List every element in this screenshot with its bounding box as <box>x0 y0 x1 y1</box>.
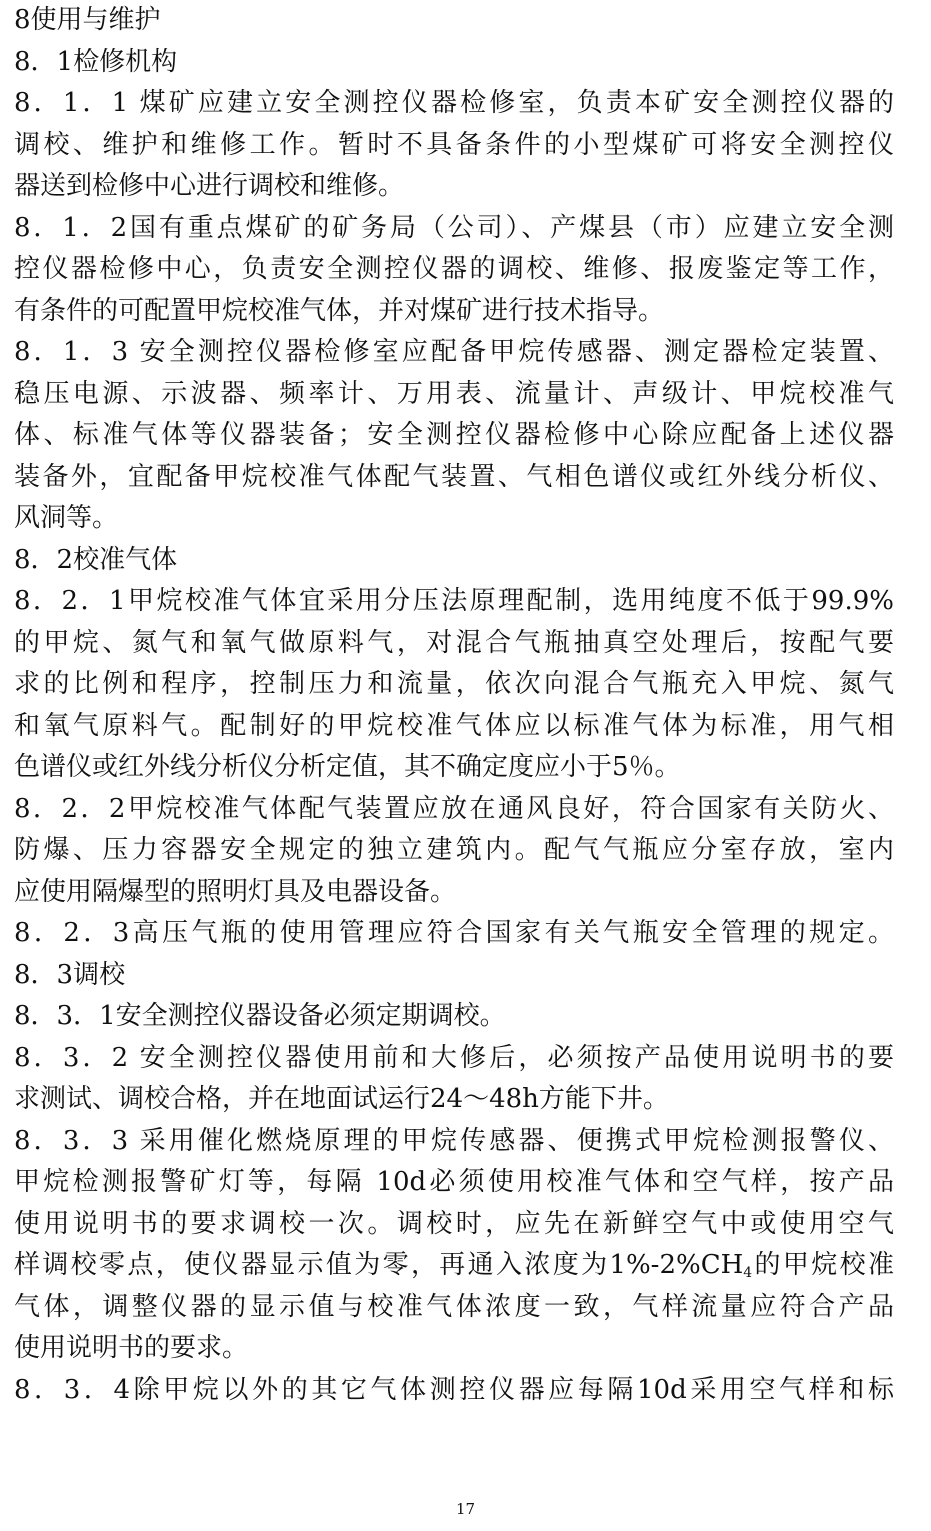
subscript: 4 <box>743 1265 753 1281</box>
text-line-content: 稳压电源、示波器、频率计、万用表、流量计、声级计、甲烷校准气 <box>14 378 894 409</box>
text-line-content: 8．2．3高压气瓶的使用管理应符合国家有关气瓶安全管理的规定。 <box>14 918 894 948</box>
text-line-content: 8．3调校 <box>14 959 126 990</box>
text-line-content: 8．3．1安全测控仪器设备必须定期调校。 <box>14 1001 506 1031</box>
text-line-content: 8．1．1 煤矿应建立安全测控仪器检修室，负责本矿安全测控仪器的 <box>14 88 894 118</box>
text-line-content: 防爆、压力容器安全规定的独立建筑内。配气气瓶应分室存放，室内 <box>14 835 894 865</box>
text-line <box>14 1204 894 1246</box>
text-line-content: 气体，调整仪器的显示值与校准气体浓度一致，气样流量应符合产品 <box>14 1291 894 1322</box>
text-line-content: 和氧气原料气。配制好的甲烷校准气体应以标准气体为标准，用气相 <box>14 710 894 741</box>
text-line-continuation: 的甲烷校准 <box>752 1250 894 1280</box>
text-line-content: 8．1检修机构 <box>14 46 178 77</box>
text-line <box>14 664 894 706</box>
text-line-content: 8．2校准气体 <box>14 544 178 575</box>
text-line-content: 控仪器检修中心，负责安全测控仪器的调校、维修、报废鉴定等工作， <box>14 254 894 284</box>
text-line <box>14 955 894 997</box>
text-line <box>14 996 894 1038</box>
text-line <box>14 42 894 84</box>
text-line-content: 8使用与维护 <box>14 5 161 35</box>
text-line <box>14 623 894 665</box>
text-line <box>14 789 894 831</box>
text-line <box>14 913 894 955</box>
text-line <box>14 457 894 499</box>
text-line <box>14 1162 894 1204</box>
text-line <box>14 1121 894 1163</box>
text-line-content: 风洞等。 <box>14 503 119 533</box>
text-line <box>14 1287 894 1329</box>
text-line <box>14 125 894 167</box>
text-line-content: 调校、维护和维修工作。暂时不具备条件的小型煤矿可将安全测控仪 <box>14 129 894 160</box>
text-line-content: 装备外，宜配备甲烷校准气体配气装置、气相色谱仪或红外线分析仪、 <box>14 461 894 492</box>
text-line-content: 甲烷检测报警矿灯等，每隔 10d必须使用校准气体和空气样，按产品 <box>14 1167 894 1197</box>
text-line-content: 器送到检修中心进行调校和维修。 <box>14 171 405 201</box>
text-line-content: 使用说明书的要求调校一次。调校时，应先在新鲜空气中或使用空气 <box>14 1208 894 1239</box>
text-line <box>14 83 894 125</box>
text-line-content: 8．1．2国有重点煤矿的矿务局（公司）、产煤县（市）应建立安全测 <box>14 212 894 243</box>
text-line <box>14 208 894 250</box>
text-line-content: 体、标准气体等仪器装备；安全测控仪器检修中心除应配备上述仪器 <box>14 420 894 450</box>
text-line <box>14 0 894 42</box>
text-line <box>14 166 894 208</box>
text-line-content: 求测试、调校合格，并在地面试运行24～48h方能下井。 <box>14 1084 669 1114</box>
text-line <box>14 872 894 914</box>
text-line <box>14 1038 894 1080</box>
text-line <box>14 1079 894 1121</box>
text-line <box>14 830 894 872</box>
text-line <box>14 1245 894 1287</box>
text-line <box>14 1328 894 1370</box>
document-body <box>14 0 894 1411</box>
text-line-content: 8．2．1甲烷校准气体宜采用分压法原理配制，选用纯度不低于99.9% <box>14 586 894 616</box>
text-line-content: 8．1．3 安全测控仪器检修室应配备甲烷传感器、测定器检定装置、 <box>14 337 894 367</box>
text-line <box>14 498 894 540</box>
text-line-content: 求的比例和程序，控制压力和流量，依次向混合气瓶充入甲烷、氮气 <box>14 669 894 699</box>
text-line <box>14 747 894 789</box>
text-line-content: 样调校零点，使仪器显示值为零，再通入浓度为1%-2%CH <box>14 1250 744 1280</box>
text-line <box>14 540 894 582</box>
text-line-content: 应使用隔爆型的照明灯具及电器设备。 <box>14 876 457 907</box>
text-line <box>14 374 894 416</box>
text-line <box>14 581 894 623</box>
page-number: 17 <box>455 1500 476 1518</box>
text-line-content: 色谱仪或红外线分析仪分析定值，其不确定度应小于5％。 <box>14 752 681 782</box>
text-line <box>14 291 894 333</box>
text-line-content: 8．3．4除甲烷以外的其它气体测控仪器应每隔10d采用空气样和标 <box>14 1374 894 1405</box>
text-line-content: 使用说明书的要求。 <box>14 1333 249 1363</box>
text-line-content: 的甲烷、氮气和氧气做原料气，对混合气瓶抽真空处理后，按配气要 <box>14 627 894 658</box>
text-line <box>14 415 894 457</box>
text-line-content: 8．3．3 采用催化燃烧原理的甲烷传感器、便携式甲烷检测报警仪、 <box>14 1125 894 1156</box>
text-line <box>14 249 894 291</box>
text-line-content: 8．2．2甲烷校准气体配气装置应放在通风良好，符合国家有关防火、 <box>14 793 894 824</box>
text-line-content: 8．3．2 安全测控仪器使用前和大修后，必须按产品使用说明书的要 <box>14 1042 894 1073</box>
text-line <box>14 1370 894 1412</box>
text-line <box>14 332 894 374</box>
text-line <box>14 706 894 748</box>
text-line-content: 有条件的可配置甲烷校准气体，并对煤矿进行技术指导。 <box>14 295 665 326</box>
